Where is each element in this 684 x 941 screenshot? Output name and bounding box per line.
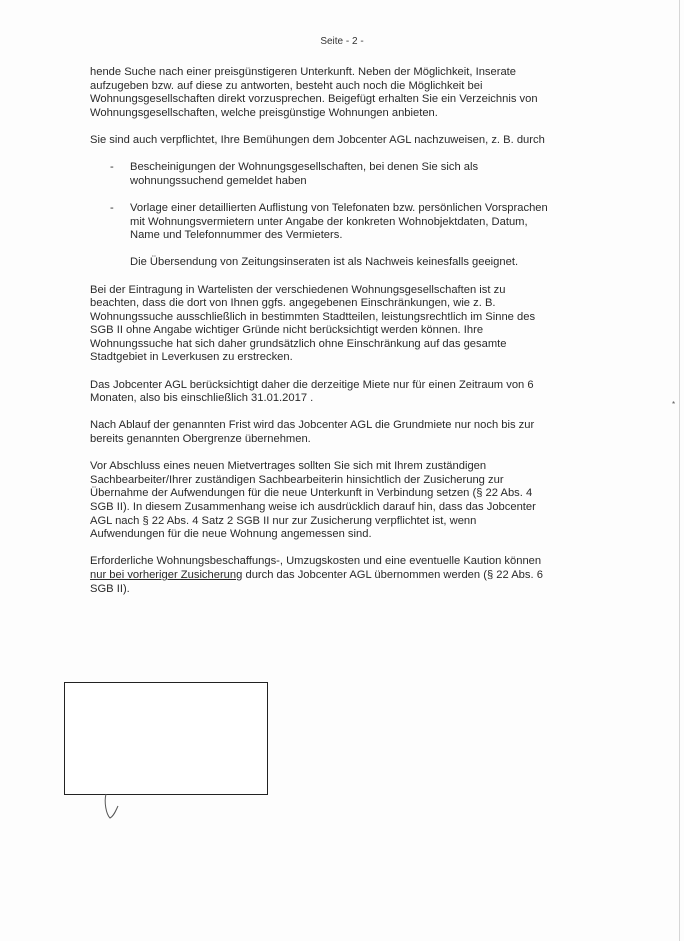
page-edge xyxy=(679,0,680,941)
paragraph-waiting-lists: Bei der Eintragung in Wartelisten der verschiedenen Wohnungsgesellschaften ist zu beachten, dass die dort von Ihnen ggfs. angegebenen Einschränkungen, wie z. B. Wohnungssuche ausschließlich in bestimmten Stadtteilen, leistungsrechtlich im Sinne des SGB II ohne Angabe wichtiger Gründe nicht berücksichtigt werden können. Ihre Wohnungssuche hat sich daher grundsätzlich ohne Einschränkung auf das gesamte Stadtgebiet in Leverkusen zu erstrecken. xyxy=(90,283,536,364)
letter-body xyxy=(90,66,550,610)
margin-mark: * xyxy=(672,400,676,409)
redacted-stamp-box xyxy=(64,682,268,795)
list-item xyxy=(90,202,550,243)
list-item-text: Bescheinigungen der Wohnungsgesellschaften, bei denen Sie sich als wohnungssuchend gemeldet haben xyxy=(130,161,479,187)
paragraph-proof-obligation: Sie sind auch verpflichtet, Ihre Bemühungen dem Jobcenter AGL nachzuweisen, z. B. durch xyxy=(90,133,545,146)
page-number: Seite - 2 - xyxy=(320,36,364,47)
paragraph-new-lease: Vor Abschluss eines neuen Mietvertrages sollten Sie sich mit Ihrem zuständigen Sachbearbeiter/Ihrer zuständigen Sachbearbeiterin hinsichtlich der Zusicherung zur Übernahme der Aufwendungen für die neue Unterkunft in Verbindung setzen (§ 22 Abs. 4 SGB II). In diesem Zusammenhang weise ich ausdrücklich darauf hin, dass das Jobcenter AGL nach § 22 Abs. 4 Satz 2 SGB II nur zur Zusicherung verpflichtet ist, wenn Aufwendungen für die neue Wohnung angemessen sind. xyxy=(90,460,536,541)
list-dash: - xyxy=(110,161,114,174)
list-item-note: Die Übersendung von Zeitungsinseraten ist als Nachweis keinesfalls geeignet. xyxy=(130,256,519,269)
list-dash: - xyxy=(110,201,114,214)
list-item-text: Vorlage einer detaillierten Auflistung von Telefonaten bzw. persönlichen Vorsprachen mit Wohnungsvermietern unter Angabe der konkreten Wohnobjektdaten, Datum, Name und Telefonnummer des Vermieters. xyxy=(130,201,548,242)
signature-stroke xyxy=(100,792,130,822)
underlined-condition: nur bei vorheriger Zusicherung xyxy=(90,568,243,581)
paragraph-moving-costs xyxy=(90,555,550,596)
moving-costs-text: Erforderliche Wohnungsbeschaffungs-, Umzugskosten und eine eventuelle Kaution können xyxy=(90,555,542,568)
paragraph-rent-period: Das Jobcenter AGL berücksichtigt daher die derzeitige Miete nur für einen Zeitraum von 6 Monaten, also bis einschließlich 31.01.2017 . xyxy=(90,378,534,405)
paragraph-after-deadline: Nach Ablauf der genannten Frist wird das Jobcenter AGL die Grundmiete nur noch bis zur bereits genannten Obergrenze übernehmen. xyxy=(90,419,535,446)
paragraph-housing-search: hende Suche nach einer preisgünstigeren Unterkunft. Neben der Möglichkeit, Inserate aufzugeben bzw. auf diese zu antworten, besteht auch noch die Möglichkeit bei Wohnungsgesellschaften direkt vorzusprechen. Beigefügt erhalten Sie ein Verzeichnis von Wohnungsgesellschaften, welche preisgünstige Wohnungen anbieten. xyxy=(90,66,538,119)
moving-costs-text-end: durch das Jobcenter AGL übernommen werden (§ 22 Abs. 6 SGB II). xyxy=(90,568,543,595)
list-item xyxy=(90,161,550,188)
proof-list xyxy=(90,161,550,270)
